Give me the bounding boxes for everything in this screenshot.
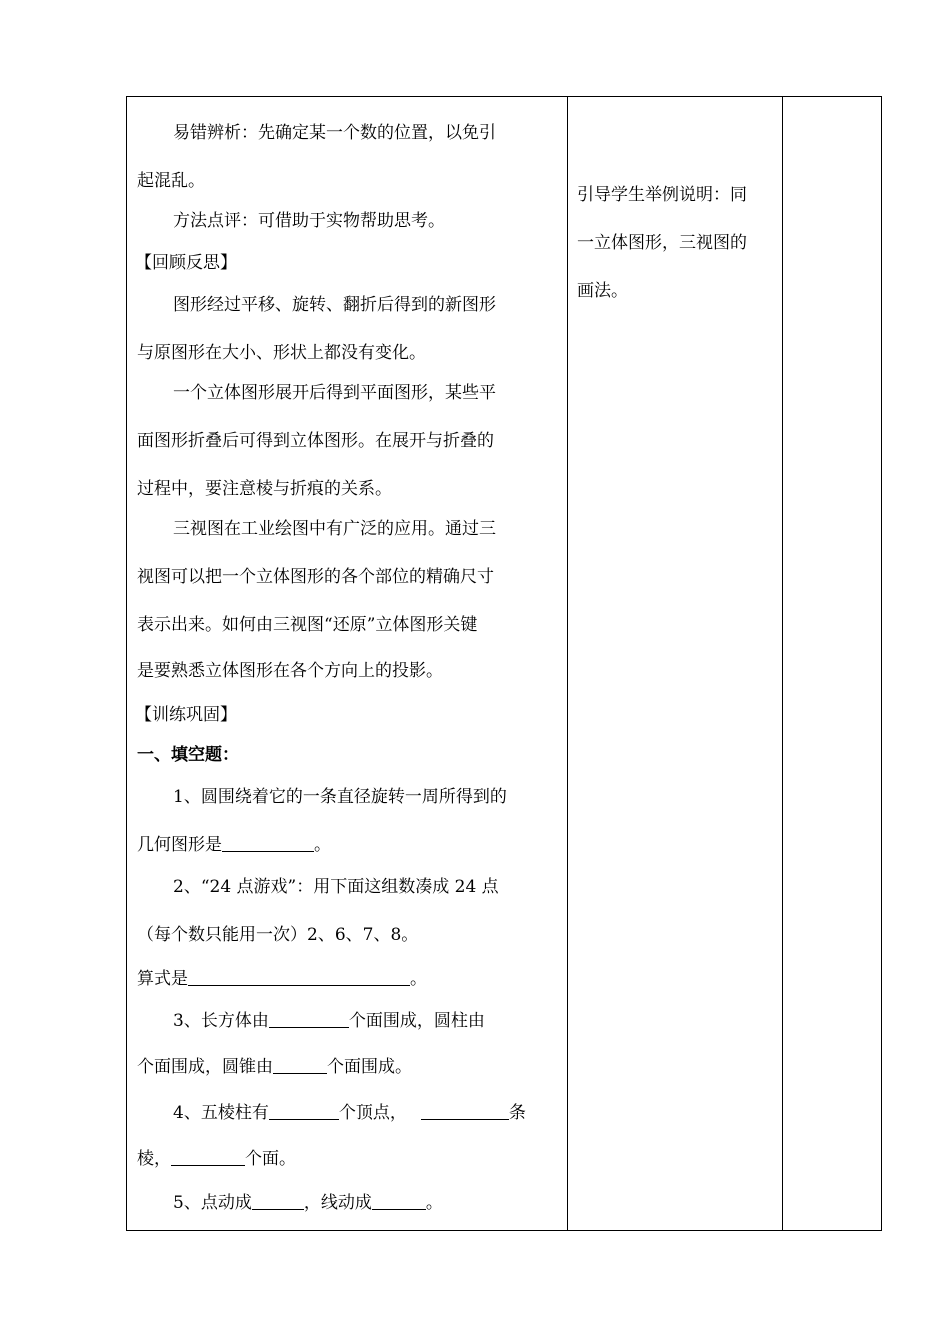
question-4-prefix: 4、五棱柱有 <box>173 1103 269 1123</box>
column-divider-2 <box>782 97 783 1230</box>
question-4-suffix: 条 <box>508 1103 526 1123</box>
question-4-end: 个面。 <box>245 1149 296 1169</box>
guidance-line-3: 画法。 <box>577 281 628 301</box>
method-comment-label: 方法点评： <box>173 211 258 231</box>
column-divider-1 <box>567 97 568 1230</box>
question-3-line-2 <box>137 1055 412 1079</box>
lesson-table <box>126 96 882 1231</box>
error-analysis-text: 先确定某一个数的位置，以免引 <box>258 123 496 143</box>
method-comment-text: 可借助于实物帮助思考。 <box>258 211 445 231</box>
question-2-suffix: 。 <box>410 969 427 989</box>
error-analysis-line <box>137 121 496 145</box>
guidance-line-1: 引导学生举例说明：同 <box>577 185 747 205</box>
review-paragraph-2-line-1: 一个立体图形展开后得到平面图形，某些平 <box>173 383 496 403</box>
answer-blank[interactable] <box>188 967 410 986</box>
question-3-prefix: 3、长方体由 <box>173 1011 269 1031</box>
question-3-middle: 个面围成，圆柱由 <box>348 1011 485 1031</box>
question-1-prefix: 几何图形是 <box>137 835 222 855</box>
question-4-middle: 个顶点， <box>338 1103 407 1123</box>
question-5-middle: ，线动成 <box>303 1193 372 1213</box>
question-2-line-3 <box>137 967 427 991</box>
answer-blank[interactable] <box>171 1147 245 1166</box>
review-paragraph-2-line-2: 面图形折叠后可得到立体图形。在展开与折叠的 <box>137 431 494 451</box>
question-3-line-1 <box>137 1009 485 1033</box>
question-4-line-2 <box>137 1147 296 1171</box>
answer-blank[interactable] <box>273 1055 327 1074</box>
review-paragraph-3-line-3: 表示出来。如何由三视图“还原”立体图形关键 <box>137 615 478 635</box>
question-5-suffix: 。 <box>425 1193 443 1213</box>
review-paragraph-3-line-4: 是要熟悉立体图形在各个方向上的投影。 <box>137 661 443 681</box>
training-heading: 【训练巩固】 <box>135 705 237 725</box>
question-1-line-1: 1、圆围绕着它的一条直径旋转一周所得到的 <box>173 787 507 807</box>
error-analysis-line-2: 起混乱。 <box>137 171 205 191</box>
question-1-suffix: 。 <box>314 835 331 855</box>
answer-blank[interactable] <box>252 1191 304 1210</box>
review-paragraph-1-line-1: 图形经过平移、旋转、翻折后得到的新图形 <box>173 295 496 315</box>
answer-blank[interactable] <box>421 1101 509 1120</box>
answer-blank[interactable] <box>269 1101 339 1120</box>
guidance-line-2: 一立体图形，三视图的 <box>577 233 747 253</box>
review-paragraph-3-line-1: 三视图在工业绘图中有广泛的应用。通过三 <box>173 519 496 539</box>
review-paragraph-1-line-2: 与原图形在大小、形状上都没有变化。 <box>137 343 426 363</box>
question-3-suffix: 个面围成。 <box>327 1057 412 1077</box>
review-paragraph-3-line-2: 视图可以把一个立体图形的各个部位的精确尺寸 <box>137 567 494 587</box>
question-4-line-1 <box>137 1101 526 1125</box>
review-paragraph-2-line-3: 过程中，要注意棱与折痕的关系。 <box>137 479 392 499</box>
question-2-line-1: 2、“24 点游戏”：用下面这组数凑成 24 点 <box>173 877 499 897</box>
answer-blank[interactable] <box>269 1009 349 1028</box>
question-2-line-2: （每个数只能用一次）2、6、7、8。 <box>137 925 419 945</box>
answer-blank[interactable] <box>372 1191 426 1210</box>
question-1-line-2 <box>137 833 331 857</box>
question-2-prefix: 算式是 <box>137 969 188 989</box>
question-4-text: 棱， <box>137 1149 171 1169</box>
error-analysis-label: 易错辨析： <box>173 123 258 143</box>
review-heading: 【回顾反思】 <box>135 253 237 273</box>
section-title: 一、填空题： <box>137 745 239 765</box>
question-5-prefix: 5、点动成 <box>173 1193 252 1213</box>
question-3-text: 个面围成，圆锥由 <box>137 1057 273 1077</box>
question-5-line <box>137 1191 443 1215</box>
method-comment-line <box>137 209 445 233</box>
answer-blank[interactable] <box>222 833 314 852</box>
